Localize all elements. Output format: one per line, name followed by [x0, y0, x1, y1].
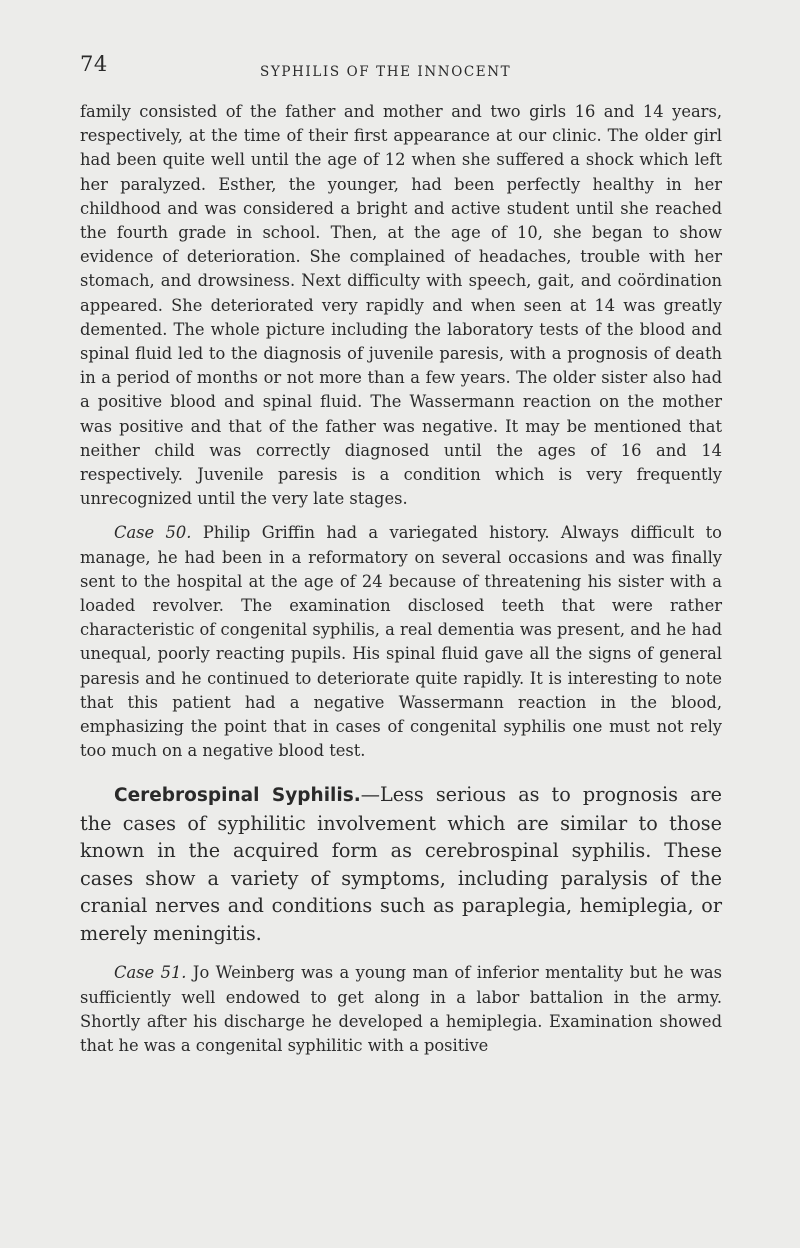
page-header	[80, 52, 720, 86]
body-text	[80, 100, 722, 1058]
paragraph-case-50	[80, 521, 722, 763]
case-50-label: Case 50.	[114, 523, 192, 543]
section-heading: Cerebrospinal Syphilis.	[114, 785, 361, 807]
paragraph-case-51	[80, 961, 722, 1058]
case-50-text: Philip Griffin had a variegated history. Always difficult to manage, he had been in a reformatory on several occasions and was finally sent to the hospital at the age of 24 because of threatening his sister with a loaded revolver. The examination disclosed teeth that were rather characteristic of congenital syphilis, a real dementia was present, and he had unequal, poorly reacting pupils. His spinal fluid gave all the signs of general paresis and he continued to deteriorate quite rapidly. It is interesting to note that this patient had a negative Wassermann reaction in the blood, emphasizing the point that in cases of congenital syphilis one must not rely too much on a negative blood test.	[80, 523, 722, 761]
running-head: SYPHILIS OF THE INNOCENT	[260, 64, 512, 80]
paragraph-continuation: family consisted of the father and mother and two girls 16 and 14 years, respectively, at the time of their first appearance at our clinic. The older girl had been quite well until the age of 12 when she suffered a shock which left her paralyzed. Esther, the younger, had been perfectly healthy in her childhood and was considered a bright and active student until she reached the fourth grade in school. Then, at the age of 10, she began to show evidence of deterioration. She complained of headaches, trouble with her stomach, and drowsiness. Next difficulty with speech, gait, and coördination appeared. She deteriorated very rapidly and when seen at 14 was greatly demented. The whole picture including the laboratory tests of the blood and spinal fluid led to the diagnosis of juvenile paresis, with a prognosis of death in a period of months or not more than a few years. The older sister also had a positive blood and spinal fluid. The Wassermann reaction on the mother was positive and that of the father was negative. It may be mentioned that neither child was correctly diagnosed until the ages of 16 and 14 respectively. Juvenile paresis is a condition which is very frequently unrecognized until the very late stages.	[80, 102, 722, 509]
case-51-text: Jo Weinberg was a young man of inferior mentality but he was sufficiently well endowed to get along in a labor battalion in the army. Shortly after his discharge he developed a hemiplegia. Examination showed that he was a congenital syphilitic with a positive	[80, 963, 722, 1056]
case-51-label: Case 51.	[114, 963, 187, 983]
paragraph-cerebrospinal-syphilis	[80, 781, 722, 947]
page-number: 74	[80, 52, 108, 76]
section-text: —Less serious as to prognosis are the cases of syphilitic involvement which are similar to those known in the acquired form as cerebrospinal syphilis. These cases show a variety of symptoms, including paralysis of the cranial nerves and conditions such as paraplegia, hemiplegia, or merely meningitis.	[80, 783, 722, 945]
